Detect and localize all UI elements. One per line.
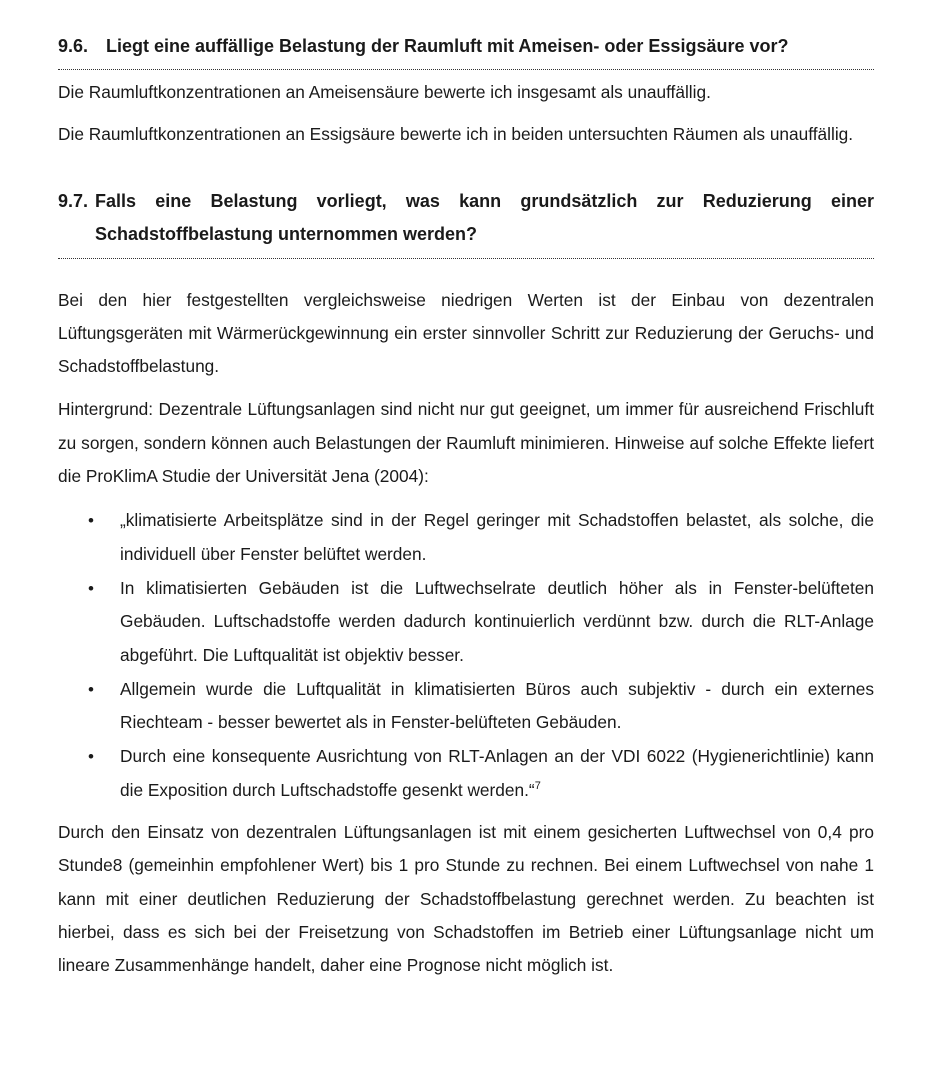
paragraph: Die Raumluftkonzentrationen an Ameisensäure bewerte ich insgesamt als unauffällig. (58, 82, 711, 102)
list-item (58, 572, 874, 672)
section-title: Falls eine Belastung vorliegt, was kann grundsätzlich zur Reduzierung einer Schadstoffbelastung unternommen werden? (95, 190, 874, 244)
list-item (58, 504, 874, 571)
list-item-text: Durch eine konsequente Ausrichtung von RLT-Anlagen an der VDI 6022 (Hygienerichtlinie) kann die Exposition durch Luftschadstoffe gesenkt werden.“ (120, 746, 874, 800)
list-item (58, 740, 874, 807)
paragraph: Durch den Einsatz von dezentralen Lüftungsanlagen ist mit einem gesicherten Luftwechsel von 0,4 pro Stunde8 (gemeinhin empfohlener Wert) bis 1 pro Stunde zu rechnen. Bei einem Luftwechsel von nahe 1 kann mit einer deutlichen Reduzierung der Schadstoffbelastung gerechnet werden. Zu beachten ist hierbei, dass es sich bei der Freisetzung von Schadstoffen im Betrieb einer Lüftungsanlage nicht um lineare Zusammenhänge handelt, daher eine Prognose nicht möglich ist. (58, 822, 874, 976)
bullet-icon: • (88, 511, 94, 531)
footnote-reference: 7 (534, 779, 541, 792)
document-page (58, 0, 874, 983)
list-item (58, 673, 874, 740)
list-item-text: Allgemein wurde die Luftqualität in klimatisierten Büros auch subjektiv - durch ein externes Riechteam - besser bewertet als in Fenster-belüfteten Gebäuden. (120, 678, 874, 733)
section-number: 9.7. (58, 190, 89, 211)
heading-divider (58, 69, 874, 70)
section-number: 9.6. (58, 36, 89, 56)
paragraph: Hintergrund: Dezentrale Lüftungsanlagen sind nicht nur gut geeignet, um immer für ausreichend Frischluft zu sorgen, sondern können auch Belastungen der Raumluft minimieren. Hinweise auf solche Effekte liefert die ProKlimA Studie der Universität Jena (2004): (58, 399, 874, 487)
heading-divider (58, 258, 874, 259)
paragraph: Bei den hier festgestellten vergleichsweise niedrigen Werten ist der Einbau von dezentralen Lüftungsgeräten mit Wärmerückgewinnung ein erster sinnvoller Schritt zur Reduzierung der Geruchs- und Schadstoffbelastung. (58, 289, 874, 377)
quote-bullet-list (58, 504, 874, 807)
section-heading-9-7 (58, 185, 874, 251)
section-title: Liegt eine auffällige Belastung der Raumluft mit Ameisen- oder Essigsäure vor? (106, 36, 789, 56)
list-item-text: „klimatisierte Arbeitsplätze sind in der Regel geringer mit Schadstoffen belastet, als solche, die individuell über Fenster belüftet werden. (120, 510, 874, 564)
bullet-icon: • (88, 679, 94, 699)
paragraph: Die Raumluftkonzentrationen an Essigsäure bewerte ich in beiden untersuchten Räumen als unauffällig. (58, 124, 854, 145)
bullet-icon: • (88, 578, 94, 598)
list-item-text: In klimatisierten Gebäuden ist die Luftwechselrate deutlich höher als in Fenster-belüfteten Gebäuden. Luftschadstoffe werden dadurch kontinuierlich verdünnt bzw. durch die RLT-Anlage abgeführt. Die Luftqualität ist objektiv besser. (120, 577, 874, 665)
bullet-icon: • (88, 747, 94, 767)
section-heading-9-6 (58, 30, 874, 63)
